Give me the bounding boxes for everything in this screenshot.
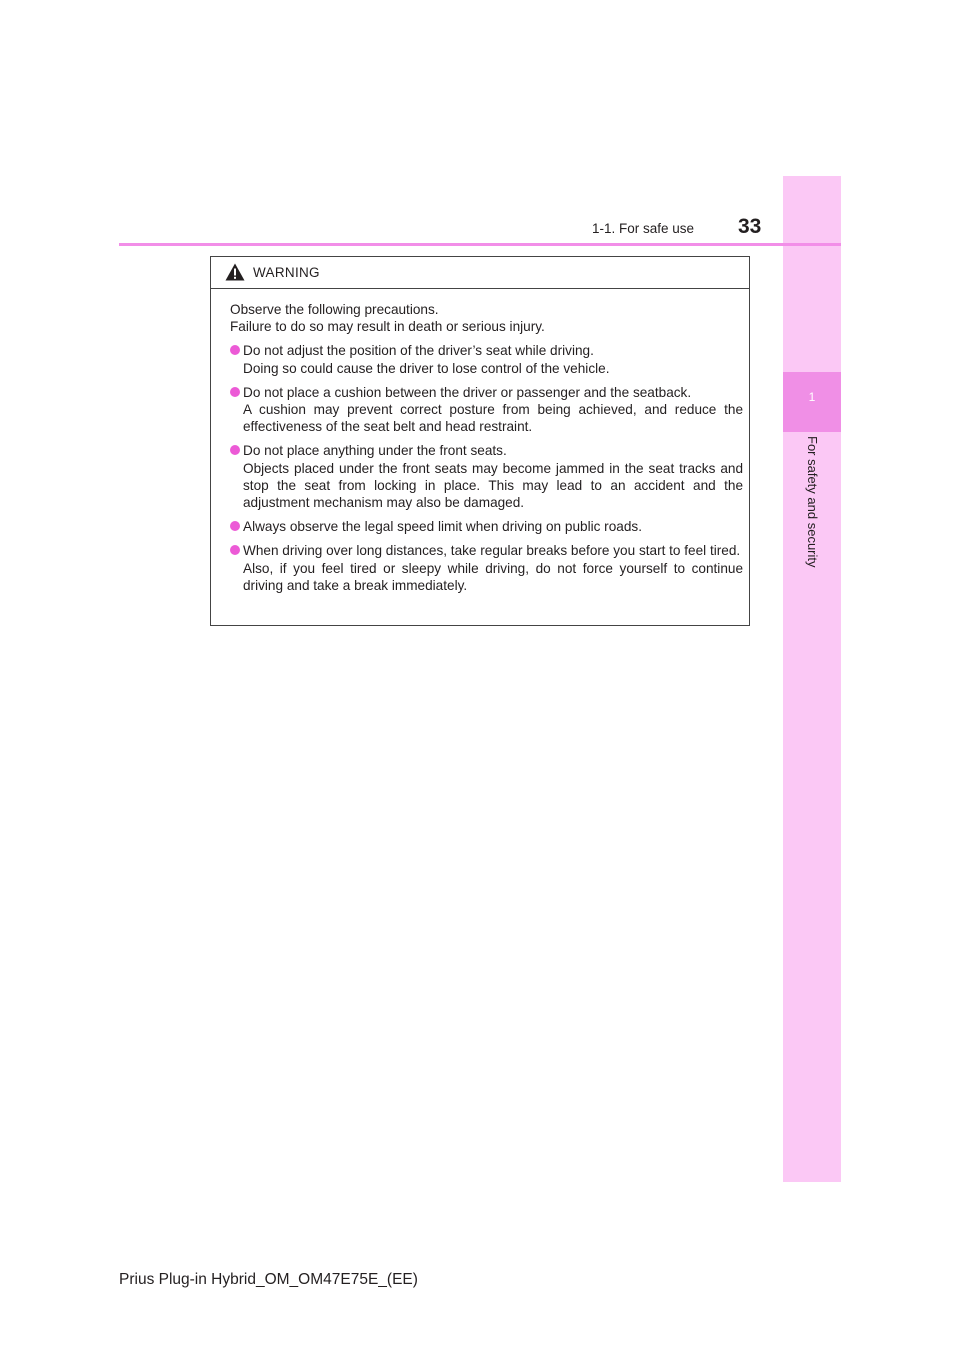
warning-intro bbox=[230, 301, 743, 335]
warning-item-lead: Do not place a cushion between the driver or passenger and the seatback. bbox=[243, 384, 692, 400]
warning-item bbox=[230, 518, 743, 535]
warning-item-lead: Always observe the legal speed limit when driving on public roads. bbox=[243, 519, 642, 535]
warning-item bbox=[230, 384, 743, 436]
warning-header bbox=[211, 257, 749, 289]
bullet-dot-icon bbox=[230, 545, 240, 555]
warning-item-lead: When driving over long distances, take regular breaks before you start to feel tired. bbox=[243, 543, 741, 559]
warning-item-detail: A cushion may prevent correct posture from being achieved, and reduce the effectiveness of the seat belt and head restraint. bbox=[243, 402, 743, 435]
intro-line: Failure to do so may result in death or serious injury. bbox=[230, 319, 545, 335]
chapter-side-tab bbox=[783, 176, 841, 1182]
warning-item-detail: Doing so could cause the driver to lose control of the vehicle. bbox=[243, 360, 610, 376]
chapter-number: 1 bbox=[808, 390, 816, 404]
warning-item-lead: Do not adjust the position of the driver’s seat while driving. bbox=[243, 343, 594, 359]
warning-item-lead: Do not place anything under the front seats. bbox=[243, 443, 507, 459]
warning-item-detail: Objects placed under the front seats may become jammed in the seat tracks and stop the seat from locking in place. This may lead to an accident and the adjustment mechanism may also be damaged. bbox=[243, 460, 743, 511]
bullet-dot-icon bbox=[230, 445, 240, 455]
document-id: Prius Plug-in Hybrid_OM_OM47E75E_(EE) bbox=[119, 1271, 418, 1288]
warning-item-detail: Also, if you feel tired or sleepy while driving, do not force yourself to continue driving and take a break immediately. bbox=[243, 560, 743, 593]
warning-label: WARNING bbox=[253, 265, 320, 280]
chapter-title: For safety and security bbox=[805, 436, 820, 568]
warning-box bbox=[210, 256, 750, 626]
page-number: 33 bbox=[738, 215, 762, 238]
section-title: 1-1. For safe use bbox=[592, 221, 695, 236]
intro-line: Observe the following precautions. bbox=[230, 302, 439, 317]
bullet-dot-icon bbox=[230, 345, 240, 355]
bullet-dot-icon bbox=[230, 521, 240, 531]
warning-item bbox=[230, 542, 743, 594]
bullet-dot-icon bbox=[230, 387, 240, 397]
warning-item bbox=[230, 342, 743, 376]
header-rule bbox=[119, 243, 841, 246]
warning-body bbox=[211, 289, 749, 594]
warning-triangle-icon bbox=[225, 263, 245, 281]
warning-item bbox=[230, 442, 743, 511]
